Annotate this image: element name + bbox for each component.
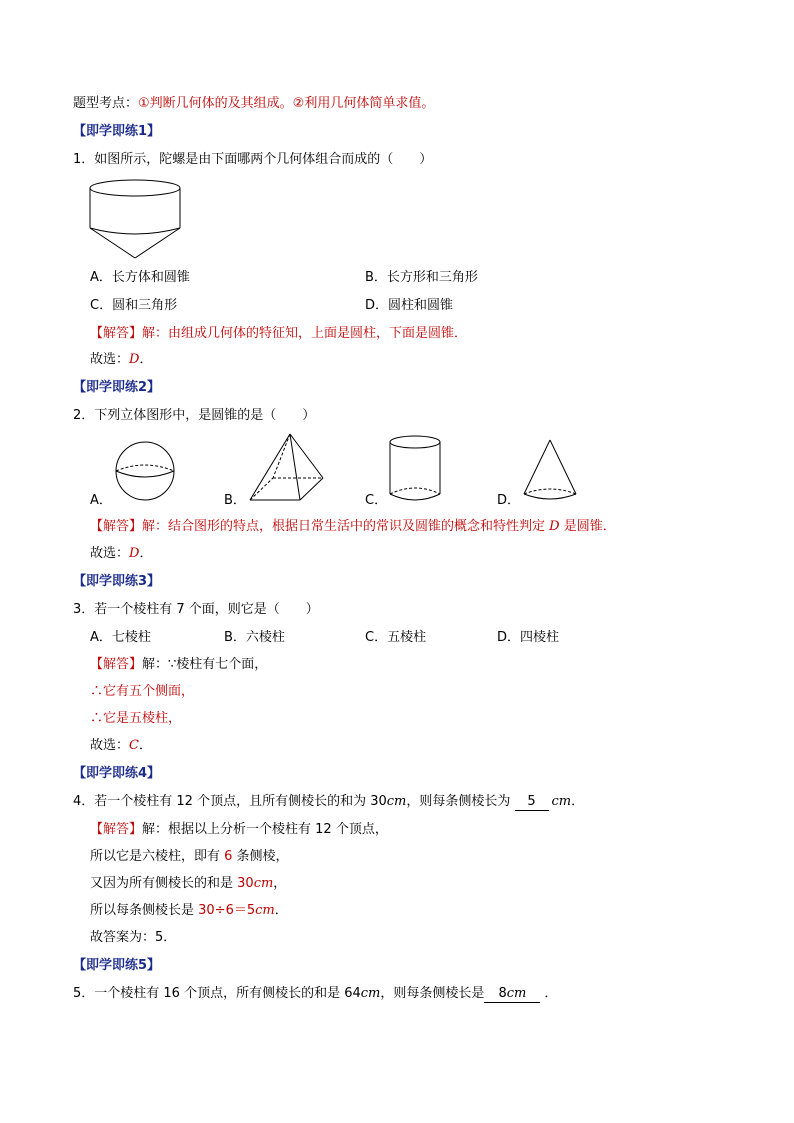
option-1b: B．长方形和三角形	[365, 270, 478, 285]
choice-letter-3: C	[129, 738, 139, 753]
option-3b: B．六棱柱	[224, 630, 285, 645]
answer-2: 【解答】解：结合图形的特点，根据日常生活中的常识及圆锥的概念和特性判定 D 是圆锥．	[90, 519, 616, 534]
choice-letter-2: D	[129, 546, 140, 561]
topic-header	[73, 96, 434, 112]
option-2d: D．	[497, 493, 521, 508]
choice-2: 故选：D．	[90, 546, 153, 561]
option-2a: A．	[90, 493, 112, 508]
question-3: 3．若一个棱柱有 7 个面，则它是（ ）	[73, 602, 319, 617]
question-2: 2．下列立体图形中，是圆锥的是（ ）	[73, 408, 316, 423]
answer-4: 【解答】解：根据以上分析一个棱柱有 12 个顶点，	[90, 822, 388, 837]
answer-4-line2: 所以它是六棱柱，即有 6 条侧棱，	[90, 849, 289, 864]
topic-points: ①判断几何体的及其组成。②利用几何体简单求值。	[138, 96, 435, 111]
cone-figure	[521, 438, 579, 504]
answer-4-line4: 所以每条侧棱长是 30÷6＝5cm．	[90, 903, 288, 918]
option-3a: A．七棱柱	[90, 630, 151, 645]
answer-3: 【解答】解：∵棱柱有七个面，	[90, 657, 268, 672]
choice-letter-1: D	[129, 352, 140, 367]
option-3c: C．五棱柱	[365, 630, 427, 645]
question-5: 5．一个棱柱有 16 个顶点，所有侧棱长的和是 64cm，则每条侧棱长是 8cm ．	[73, 986, 558, 1001]
option-1a: A．长方体和圆锥	[90, 270, 190, 285]
answer-blank-5: 8cm	[484, 986, 540, 1003]
question-4: 4．若一个棱柱有 12 个顶点，且所有侧棱长的和为 30cm，则每条侧棱长为 5 cm．	[73, 794, 585, 809]
cylinder-figure	[388, 434, 442, 504]
answer-4-final: 故答案为：5．	[90, 930, 177, 945]
answer-tag-1: 【解答】	[90, 326, 143, 341]
section-label-5: 【即学即练5】	[73, 958, 161, 973]
section-label-1: 【即学即练1】	[73, 124, 161, 139]
answer-blank-4: 5	[515, 794, 549, 811]
section-label-2: 【即学即练2】	[73, 380, 161, 395]
answer-tag-3: 【解答】	[90, 657, 143, 672]
choice-1: 故选：D．	[90, 352, 153, 367]
answer-3-line3: ∴它是五棱柱，	[90, 711, 182, 726]
section-label-4: 【即学即练4】	[73, 766, 161, 781]
option-2c: C．	[365, 493, 388, 508]
pyramid-figure	[247, 432, 327, 504]
sphere-figure	[113, 441, 177, 501]
section-label-3: 【即学即练3】	[73, 574, 161, 589]
answer-3-line2: ∴它有五个侧面，	[90, 684, 195, 699]
answer-1	[90, 326, 467, 342]
topic-prefix: 题型考点：	[73, 96, 139, 111]
answer-4-line3: 又因为所有侧棱长的和是 30cm，	[90, 876, 287, 891]
answer-tag-2: 【解答】	[90, 519, 143, 534]
choice-3: 故选：C．	[90, 738, 152, 753]
option-1d: D．圆柱和圆锥	[365, 298, 454, 313]
question-1: 1．如图所示，陀螺是由下面哪两个几何体组合而成的（ ）	[73, 152, 433, 167]
option-2b: B．	[224, 493, 246, 508]
spinning-top-figure	[88, 178, 182, 260]
answer-text-1: 解：由组成几何体的特征知，上面是圆柱，下面是圆锥．	[142, 326, 468, 341]
answer-tag-4: 【解答】	[90, 822, 143, 837]
option-3d: D．四棱柱	[497, 630, 560, 645]
option-1c: C．圆和三角形	[90, 298, 178, 313]
